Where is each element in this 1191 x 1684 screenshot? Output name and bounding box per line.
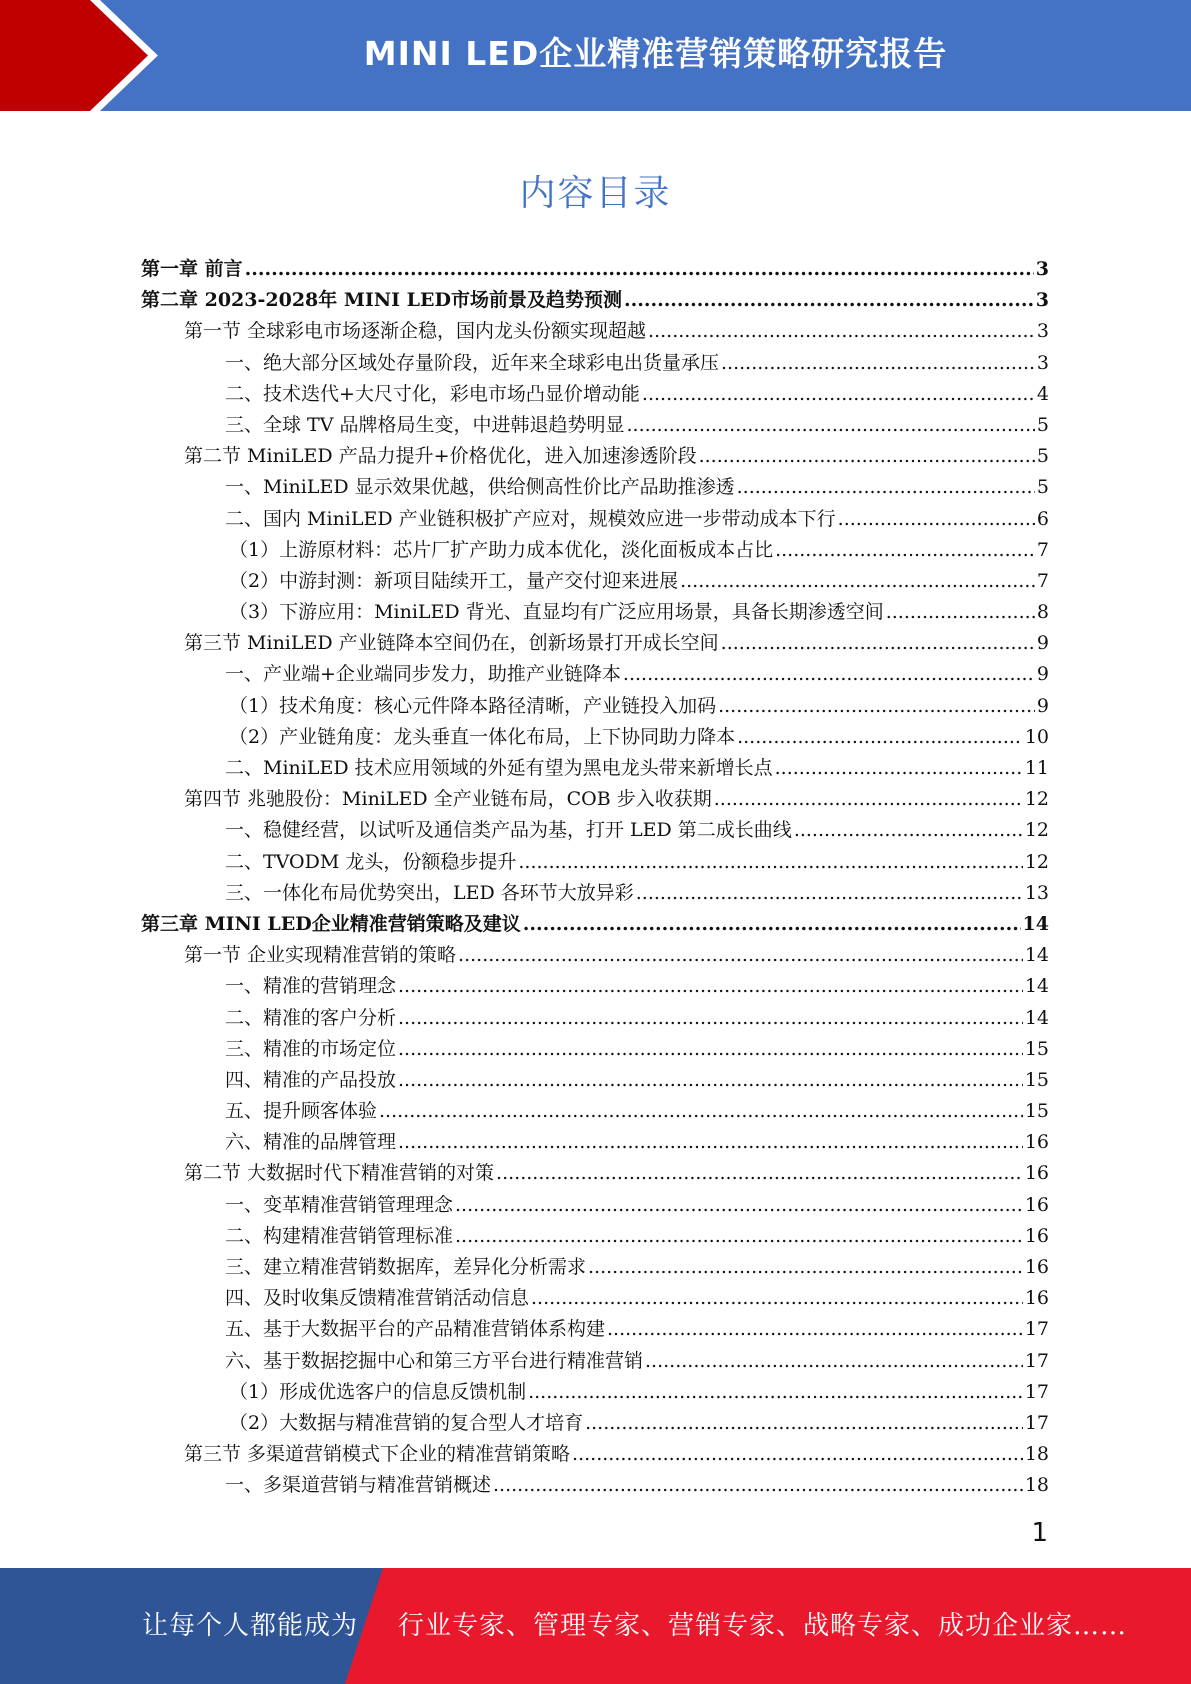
toc-entry-title: 二、国内 MiniLED 产业链积极扩产应对，规模效应进一步带动成本下行 (225, 507, 836, 530)
toc-entry[interactable] (141, 909, 1049, 940)
toc-dot-leader (458, 940, 1023, 971)
page-header (0, 0, 1191, 111)
footer-slogan-left: 让每个人都能成为 (142, 1611, 359, 1641)
toc-entry-page: 14 (1022, 912, 1049, 935)
toc-entry-page: 15 (1024, 1100, 1049, 1123)
page-number: 1 (1031, 1518, 1048, 1548)
toc-dot-leader (398, 971, 1023, 1002)
toc-entry[interactable] (141, 254, 1049, 285)
toc-entry-page: 16 (1024, 1131, 1049, 1154)
toc-dot-leader (794, 815, 1023, 846)
toc-entry[interactable] (141, 410, 1049, 441)
toc-entry-page: 16 (1024, 1224, 1049, 1247)
toc-entry-page: 14 (1024, 944, 1049, 967)
toc-entry-page: 3 (1036, 320, 1049, 343)
toc-entry[interactable] (141, 1470, 1049, 1501)
toc-entry-page: 17 (1024, 1380, 1049, 1403)
toc-entry[interactable] (141, 1221, 1049, 1252)
toc-entry-title: 二、TVODM 龙头，份额稳步提升 (225, 850, 517, 873)
toc-entry-title: 六、基于数据挖掘中心和第三方平台进行精准营销 (225, 1349, 644, 1372)
toc-dot-leader (531, 1283, 1023, 1314)
toc-entry[interactable] (141, 1003, 1049, 1034)
toc-entry-page: 4 (1036, 382, 1049, 405)
toc-dot-leader (648, 316, 1035, 347)
toc-entry-page: 7 (1036, 569, 1049, 592)
toc-entry[interactable] (141, 1439, 1049, 1470)
toc-entry-title: 一、稳健经营，以试听及通信类产品为基，打开 LED 第二成长曲线 (225, 819, 792, 842)
chevron-arrow-icon (0, 0, 160, 111)
toc-entry[interactable] (141, 971, 1049, 1002)
toc-dot-leader (775, 753, 1023, 784)
toc-entry[interactable] (141, 472, 1049, 503)
toc-entry-title: 二、构建精准营销管理标准 (225, 1224, 454, 1247)
toc-entry-page: 5 (1036, 476, 1049, 499)
toc-dot-leader (645, 1346, 1023, 1377)
toc-entry[interactable] (141, 659, 1049, 690)
toc-entry-page: 10 (1024, 725, 1049, 748)
toc-entry[interactable] (141, 597, 1049, 628)
toc-entry-title: 一、精准的营销理念 (225, 975, 397, 998)
toc-dot-leader (572, 1439, 1023, 1470)
toc-entry[interactable] (141, 1065, 1049, 1096)
toc-dot-leader (886, 597, 1035, 628)
table-of-contents (141, 254, 1049, 1502)
toc-entry[interactable] (141, 940, 1049, 971)
toc-dot-leader (398, 1065, 1023, 1096)
toc-entry-page: 5 (1036, 445, 1049, 468)
toc-dot-leader (636, 878, 1023, 909)
toc-entry-title: （1）形成优选客户的信息反馈机制 (229, 1380, 527, 1403)
toc-entry[interactable] (141, 1346, 1049, 1377)
toc-dot-leader (245, 254, 1034, 285)
toc-entry[interactable] (141, 1127, 1049, 1158)
toc-entry-page: 11 (1024, 757, 1049, 779)
toc-entry-page: 9 (1036, 632, 1049, 655)
toc-entry[interactable] (141, 815, 1049, 846)
toc-entry[interactable] (141, 784, 1049, 815)
toc-entry-title: 第一节 企业实现精准营销的策略 (184, 944, 457, 967)
toc-dot-leader (624, 285, 1034, 316)
toc-dot-leader (528, 1377, 1023, 1408)
toc-entry-title: 三、全球 TV 品牌格局生变，中进韩退趋势明显 (225, 413, 625, 436)
report-title: MINI LED企业精准营销策略研究报告 (363, 34, 948, 73)
toc-dot-leader (699, 441, 1035, 472)
toc-entry-title: 一、绝大部分区域处存量阶段，近年来全球彩电出货量承压 (225, 351, 720, 374)
toc-entry-page: 16 (1024, 1256, 1049, 1278)
toc-entry-title: 六、精准的品牌管理 (225, 1131, 397, 1154)
toc-entry-page: 9 (1036, 694, 1049, 717)
toc-entry-title: 二、精准的客户分析 (225, 1006, 397, 1029)
toc-entry-page: 15 (1024, 1037, 1049, 1060)
toc-entry[interactable] (141, 1408, 1049, 1439)
toc-entry[interactable] (141, 1034, 1049, 1065)
toc-entry-page: 14 (1024, 975, 1049, 998)
toc-entry-page: 16 (1024, 1162, 1049, 1185)
toc-entry-page: 16 (1024, 1287, 1049, 1310)
toc-entry[interactable] (141, 285, 1049, 316)
toc-dot-leader (737, 722, 1023, 753)
toc-entry-page: 3 (1036, 351, 1049, 374)
toc-entry-title: 五、提升顾客体验 (225, 1100, 378, 1123)
toc-entry-title: （2）中游封测：新项目陆续开工，量产交付迎来进展 (229, 569, 679, 592)
toc-dot-leader (721, 348, 1035, 379)
toc-entry-page: 12 (1024, 850, 1049, 873)
toc-entry[interactable] (141, 1377, 1049, 1408)
toc-dot-leader (737, 472, 1035, 503)
toc-dot-leader (680, 566, 1035, 597)
toc-dot-leader (455, 1221, 1023, 1252)
toc-entry-title: 第一章 前言 (141, 258, 243, 280)
toc-entry-title: （2）大数据与精准营销的复合型人才培育 (229, 1411, 584, 1434)
toc-entry-title: 一、MiniLED 显示效果优越，供给侧高性价比产品助推渗透 (225, 476, 735, 499)
toc-entry-title: 第三章 MINI LED企业精准营销策略及建议 (141, 912, 521, 935)
toc-entry-page: 9 (1036, 663, 1049, 686)
toc-entry[interactable] (141, 441, 1049, 472)
toc-entry-title: 第三节 多渠道营销模式下企业的精准营销策略 (184, 1443, 571, 1466)
toc-entry-page: 12 (1024, 788, 1049, 811)
toc-entry[interactable] (141, 753, 1049, 784)
toc-dot-leader (623, 659, 1035, 690)
toc-entry[interactable] (141, 1314, 1049, 1345)
toc-entry-title: 二、技术迭代+大尺寸化，彩电市场凸显价增动能 (225, 382, 640, 405)
toc-dot-leader (588, 1252, 1023, 1283)
toc-entry-page: 12 (1024, 819, 1049, 842)
toc-entry[interactable] (141, 1096, 1049, 1127)
toc-entry[interactable] (141, 628, 1049, 659)
toc-dot-leader (398, 1034, 1023, 1065)
toc-entry-page: 5 (1036, 413, 1049, 436)
toc-entry-page: 14 (1024, 1006, 1049, 1029)
toc-entry[interactable] (141, 847, 1049, 878)
toc-entry-page: 7 (1036, 538, 1049, 561)
toc-entry-title: 第三节 MiniLED 产业链降本空间仍在，创新场景打开成长空间 (184, 632, 719, 655)
toc-entry-page: 6 (1036, 507, 1049, 530)
toc-entry-title: 四、及时收集反馈精准营销活动信息 (225, 1287, 530, 1310)
toc-dot-leader (496, 1158, 1023, 1189)
toc-dot-leader (775, 535, 1035, 566)
toc-dot-leader (493, 1470, 1023, 1501)
toc-entry-title: 第二节 MiniLED 产品力提升+价格优化，进入加速渗透阶段 (184, 445, 697, 468)
toc-entry-title: 一、变革精准营销管理理念 (225, 1193, 454, 1216)
toc-entry-title: （1）上游原材料：芯片厂扩产助力成本优化，淡化面板成本占比 (229, 538, 774, 561)
toc-entry-title: （1）技术角度：核心元件降本路径清晰，产业链投入加码 (229, 694, 717, 717)
toc-dot-leader (718, 691, 1035, 722)
toc-entry-page: 17 (1024, 1349, 1049, 1372)
toc-entry-page: 3 (1035, 258, 1049, 280)
toc-entry-title: 三、精准的市场定位 (225, 1037, 397, 1060)
toc-entry[interactable] (141, 566, 1049, 597)
toc-entry-title: 第一节 全球彩电市场逐渐企稳，国内龙头份额实现超越 (184, 320, 647, 343)
toc-entry-title: 一、多渠道营销与精准营销概述 (225, 1474, 492, 1497)
toc-entry-title: 第四节 兆驰股份：MiniLED 全产业链布局，COB 步入收获期 (184, 788, 712, 811)
toc-entry[interactable] (141, 722, 1049, 753)
toc-entry[interactable] (141, 379, 1049, 410)
toc-entry-title: 第二节 大数据时代下精准营销的对策 (184, 1162, 495, 1185)
toc-entry-title: 五、基于大数据平台的产品精准营销体系构建 (225, 1318, 606, 1341)
toc-entry-page: 18 (1024, 1474, 1049, 1497)
toc-entry-page: 15 (1024, 1068, 1049, 1091)
toc-dot-leader (523, 909, 1021, 940)
page-footer (0, 1568, 1191, 1684)
toc-dot-leader (398, 1003, 1023, 1034)
toc-entry-title: 三、一体化布局优势突出，LED 各环节大放异彩 (225, 881, 634, 904)
toc-entry-page: 13 (1024, 881, 1049, 904)
toc-entry-title: 第二章 2023-2028年 MINI LED市场前景及趋势预测 (141, 289, 622, 312)
toc-entry-title: 二、MiniLED 技术应用领域的外延有望为黑电龙头带来新增长点 (225, 757, 773, 779)
toc-entry[interactable] (141, 316, 1049, 347)
toc-entry-page: 18 (1024, 1443, 1049, 1466)
toc-entry[interactable] (141, 1190, 1049, 1221)
toc-dot-leader (714, 784, 1023, 815)
toc-entry[interactable] (141, 504, 1049, 535)
toc-entry-title: （2）产业链角度：龙头垂直一体化布局，上下协同助力降本 (229, 725, 736, 748)
toc-entry-page: 8 (1036, 601, 1049, 624)
toc-entry[interactable] (141, 691, 1049, 722)
toc-dot-leader (642, 379, 1035, 410)
toc-dot-leader (518, 847, 1022, 878)
toc-dot-leader (379, 1096, 1023, 1127)
toc-dot-leader (455, 1190, 1023, 1221)
toc-dot-leader (626, 410, 1034, 441)
toc-dot-leader (585, 1408, 1023, 1439)
toc-dot-leader (721, 628, 1035, 659)
toc-heading: 内容目录 (519, 173, 672, 214)
toc-entry-title: 一、产业端+企业端同步发力，助推产业链降本 (225, 663, 621, 686)
toc-entry[interactable] (141, 535, 1049, 566)
toc-entry[interactable] (141, 348, 1049, 379)
toc-entry[interactable] (141, 1252, 1049, 1283)
toc-entry[interactable] (141, 1283, 1049, 1314)
footer-slogan-right: 行业专家、管理专家、营销专家、战略专家、成功企业家…… (398, 1611, 1128, 1641)
toc-dot-leader (838, 504, 1035, 535)
toc-entry[interactable] (141, 1158, 1049, 1189)
toc-entry-page: 3 (1035, 289, 1049, 312)
toc-entry[interactable] (141, 878, 1049, 909)
toc-entry-title: 三、建立精准营销数据库，差异化分析需求 (225, 1256, 587, 1278)
toc-entry-page: 17 (1024, 1318, 1049, 1341)
toc-dot-leader (607, 1314, 1023, 1345)
toc-entry-page: 17 (1024, 1411, 1049, 1434)
toc-entry-page: 16 (1024, 1193, 1049, 1216)
toc-entry-title: 四、精准的产品投放 (225, 1068, 397, 1091)
toc-dot-leader (398, 1127, 1023, 1158)
toc-entry-title: （3）下游应用：MiniLED 背光、直显均有广泛应用场景，具备长期渗透空间 (229, 601, 884, 624)
